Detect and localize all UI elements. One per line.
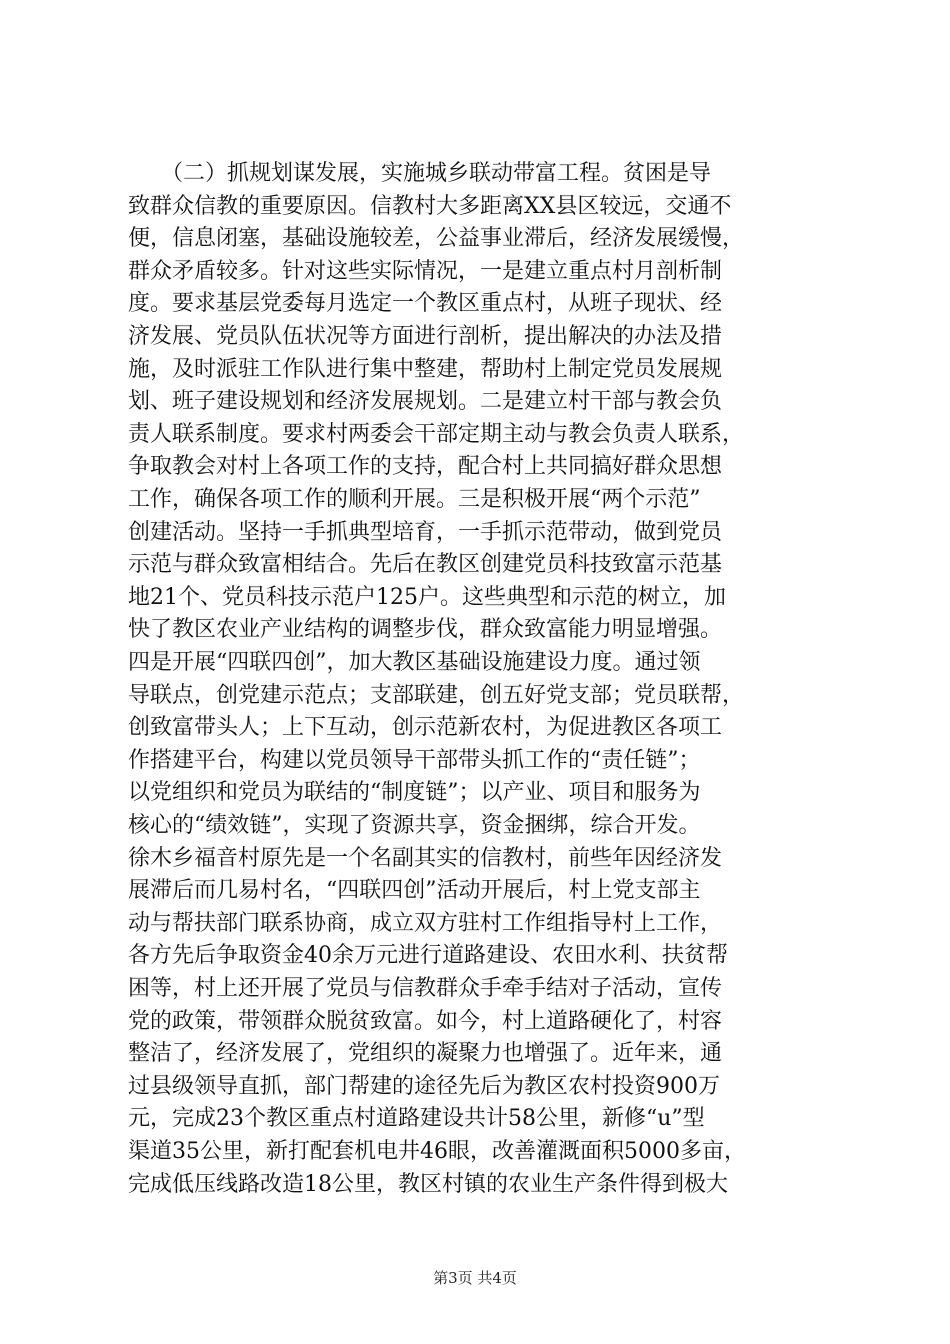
text-line: 各方先后争取资金40余万元进行道路建设、农田水利、扶贫帮	[128, 943, 728, 969]
text-line: 示范与群众致富相结合。先后在教区创建党员科技致富示范基	[128, 552, 723, 578]
text-line: 完成低压线路改造18公里，教区村镇的农业生产条件得到极大	[128, 1171, 728, 1197]
text-line: 元，完成23个教区重点村道路建设共计58公里，新修“u”型	[128, 1106, 705, 1132]
text-line: 争取教会对村上各项工作的支持，配合村上共同搞好群众思想	[128, 454, 723, 480]
text-line: 快了教区农业产业结构的调整步伐，群众致富能力明显增强。	[128, 617, 723, 643]
text-line: 渠道35公里，新打配套机电井46眼，改善灌溉面积5000多亩，	[128, 1139, 746, 1164]
text-line: 党的政策，带领群众脱贫致富。如今，村上道路硬化了，村容	[128, 1008, 723, 1034]
text-line: 以党组织和党员为联结的“制度链”；以产业、项目和服务为	[128, 780, 701, 806]
text-line: 便，信息闭塞，基础设施较差，公益事业滞后，经济发展缓慢，	[128, 226, 745, 252]
text-line: 作搭建平台，构建以党员领导干部带头抓工作的“责任链”；	[128, 747, 701, 773]
text-line: 致群众信教的重要原因。信教村大多距离XX县区较远，交通不	[128, 193, 732, 219]
text-line: 施，及时派驻工作队进行集中整建，帮助村上制定党员发展规	[128, 356, 723, 382]
text-line: 徐木乡福音村原先是一个名副其实的信教村，前些年因经济发	[128, 845, 723, 871]
text-line: 划、班子建设规划和经济发展规划。二是建立村干部与教会负	[128, 389, 723, 415]
page-footer: 第3页 共4页	[433, 1269, 517, 1287]
text-line: 地21个、党员科技示范户125户。这些典型和示范的树立，加	[128, 584, 726, 610]
text-line: 导联点，创党建示范点；支部联建，创五好党支部；党员联帮，	[128, 682, 745, 708]
text-line: 群众矛盾较多。针对这些实际情况，一是建立重点村月剖析制	[128, 258, 723, 284]
text-line: 度。要求基层党委每月选定一个教区重点村，从班子现状、经	[128, 291, 723, 317]
text-line: 过县级领导直抓，部门帮建的途径先后为教区农村投资900万	[128, 1073, 720, 1099]
text-line: 核心的“绩效链”，实现了资源共享，资金捆绑，综合开发。	[128, 813, 701, 838]
text-line: 工作，确保各项工作的顺利开展。三是积极开展“两个示范”	[128, 487, 701, 512]
text-line: 整洁了，经济发展了，党组织的凝聚力也增强了。近年来，通	[128, 1041, 723, 1067]
text-line: 动与帮扶部门联系协商，成立双方驻村工作组指导村上工作，	[128, 910, 723, 936]
text-line: 创致富带头人；上下互动，创示范新农村，为促进教区各项工	[128, 715, 723, 741]
text-line: 困等，村上还开展了党员与信教群众手牵手结对子活动，宣传	[128, 976, 723, 1001]
text-line: 四是开展“四联四创”，加大教区基础设施建设力度。通过领	[128, 650, 701, 675]
text-line: （二）抓规划谋发展，实施城乡联动带富工程。贫困是导	[128, 161, 712, 186]
text-line: 济发展、党员队伍状况等方面进行剖析，提出解决的办法及措	[128, 324, 723, 349]
text-line: 创建活动。坚持一手抓典型培育，一手抓示范带动，做到党员	[128, 519, 723, 545]
text-line: 展滞后而几易村名，“四联四创”活动开展后，村上党支部主	[128, 878, 701, 904]
text-line: 责人联系制度。要求村两委会干部定期主动与教会负责人联系，	[128, 421, 745, 447]
